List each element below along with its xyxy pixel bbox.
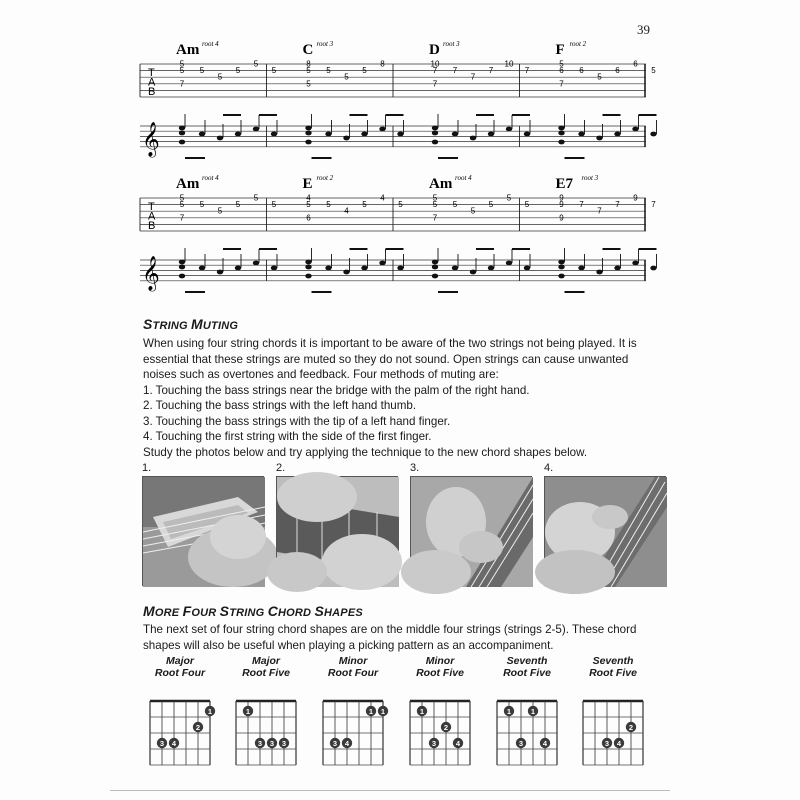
note-head	[361, 132, 367, 137]
note-head	[253, 127, 259, 132]
tab-number: 5	[326, 200, 331, 210]
note-head	[305, 265, 311, 270]
chord-root-label: root 2	[316, 174, 334, 182]
note-head	[397, 266, 403, 271]
tab-number: 7	[488, 66, 494, 76]
photo-bridge-palm	[142, 476, 264, 586]
note-head	[179, 265, 185, 270]
finger-number: 3	[269, 739, 275, 748]
tab-number: 7	[432, 213, 438, 223]
finger-number: 2	[195, 723, 201, 732]
note-head	[432, 126, 438, 131]
tab-number: 5	[217, 72, 223, 82]
finger-number: 3	[257, 739, 263, 748]
chord-shapes-text: The next set of four string chord shapes are on the middle four strings (strings 2-5). These chord shapes will also be useful when playing a picking pattern as an accompaniment.	[143, 623, 637, 652]
chord-name: E7	[555, 176, 574, 192]
tab-letter: T	[148, 201, 155, 213]
shape-title-line1: Minor	[425, 655, 455, 667]
note-head	[596, 270, 602, 275]
muting-item-1: 1. Touching the bass strings near the bridge with the palm of the right hand.	[143, 383, 530, 397]
tab-and-staff-1	[140, 38, 656, 166]
finger-number: 4	[344, 739, 350, 748]
note-head	[343, 270, 349, 275]
chord-root-label: root 3	[581, 174, 599, 182]
note-head	[271, 132, 277, 137]
treble-clef: 𝄞	[142, 256, 160, 291]
tab-number: 7	[452, 66, 458, 76]
shape-title-line2: Root Five	[503, 667, 551, 679]
note-head	[452, 266, 458, 271]
note-head	[558, 126, 564, 131]
tab-number: 5	[306, 79, 311, 89]
tab-number: 4	[380, 193, 385, 203]
chord-name: F	[555, 42, 565, 58]
note-head	[524, 266, 530, 271]
tab-number: 7	[579, 200, 584, 210]
shape-title-line2: Root Four	[327, 667, 379, 679]
note-head	[558, 274, 564, 279]
shape-title-line1: Seventh	[592, 655, 634, 667]
note-head	[199, 266, 205, 271]
shape-title-line1: Major	[251, 655, 280, 667]
tab-number: 10	[504, 59, 514, 69]
tab-number: 4	[344, 206, 349, 216]
chord-name: E	[302, 176, 313, 192]
photo-label: 2.	[276, 462, 286, 474]
tab-number: 5	[432, 200, 438, 210]
tab-number: 5	[306, 66, 311, 76]
photo-label: 4.	[544, 462, 554, 474]
muting-intro: When using four string chords it is important to be aware of the two strings not being played. It is essential that these strings are muted so they do not sound. Open strings can cause unwanted noises such as overtones and feedback. Four methods of muting are:	[143, 337, 637, 381]
note-head	[271, 266, 277, 271]
fretboard-diagram	[577, 687, 649, 767]
tab-number: 6	[615, 66, 620, 76]
chord-shape-major-root-four	[140, 655, 220, 767]
tab-number: 6	[559, 66, 564, 76]
note-head	[179, 140, 185, 145]
music-system-1	[140, 38, 656, 166]
note-head	[614, 266, 620, 271]
tab-number: 7	[179, 79, 185, 89]
note-head	[558, 260, 564, 265]
tab-number: 5	[344, 72, 349, 82]
finger-number: 1	[506, 707, 512, 716]
note-head	[558, 265, 564, 270]
finger-number: 3	[604, 739, 610, 748]
muting-text	[143, 336, 663, 460]
fretboard-diagram	[317, 687, 389, 767]
tab-number: 9	[633, 193, 638, 203]
finger-number: 4	[542, 739, 548, 748]
tab-number: 8	[306, 59, 311, 69]
note-head	[596, 136, 602, 141]
note-head	[432, 260, 438, 265]
note-head	[432, 131, 438, 136]
note-head	[325, 132, 331, 137]
tab-letter: A	[148, 76, 156, 89]
tab-number: 9	[559, 213, 564, 223]
muting-photos	[142, 462, 667, 590]
note-head	[305, 274, 311, 279]
tab-number: 5	[559, 59, 564, 69]
chord-shape-seventh-root-five-b	[573, 655, 653, 767]
note-head	[558, 131, 564, 136]
tab-number: 7	[470, 72, 476, 82]
tab-number: 5	[326, 66, 331, 76]
tab-number: 5	[398, 200, 403, 210]
music-system-2	[140, 172, 656, 300]
finger-number: 1	[368, 707, 374, 716]
shape-title-line2: Root Five	[589, 667, 637, 679]
note-head	[397, 132, 403, 137]
finger-number: 3	[518, 739, 524, 748]
note-head	[488, 266, 494, 271]
chord-root-label: root 3	[443, 40, 460, 48]
tab-number: 6	[579, 66, 584, 76]
chord-name: D	[429, 42, 440, 58]
note-head	[379, 127, 385, 132]
chord-shape-minor-root-four	[313, 655, 393, 767]
note-head	[470, 136, 476, 141]
tab-number: 5	[199, 200, 205, 210]
chord-name: C	[302, 42, 314, 58]
muting-item-4: 4. Touching the first string with the side of the first finger.	[143, 430, 432, 443]
tab-number: 7	[524, 66, 530, 76]
tab-number: 9	[559, 200, 564, 210]
shape-title-line2: Root Five	[242, 667, 290, 679]
finger-number: 1	[530, 707, 536, 716]
tab-number: 5	[524, 200, 530, 210]
photo-4	[544, 462, 666, 586]
tab-letter: T	[148, 67, 155, 79]
tab-number: 5	[306, 200, 311, 210]
photo-label: 3.	[410, 462, 420, 474]
note-head	[558, 140, 564, 145]
tab-number: 6	[306, 213, 311, 223]
tab-number: 7	[651, 200, 656, 210]
photo-2	[276, 462, 398, 586]
shape-title-line1: Minor	[338, 655, 368, 667]
chord-root-label: root 4	[455, 174, 472, 182]
tab-number: 5	[362, 200, 367, 210]
note-head	[488, 132, 494, 137]
tab-number: 7	[559, 79, 564, 89]
tab-number: 5	[597, 72, 602, 82]
tab-number: 6	[633, 59, 638, 69]
photo-finger-tip	[410, 476, 532, 586]
chord-shape-minor-root-five	[400, 655, 480, 767]
photo-left-thumb	[276, 476, 398, 586]
note-head	[217, 270, 223, 275]
chord-root-label: root 4	[202, 40, 219, 48]
tab-number: 5	[253, 59, 259, 69]
note-head	[179, 131, 185, 136]
note-head	[379, 261, 385, 266]
finger-number: 3	[159, 739, 165, 748]
note-head	[179, 126, 185, 131]
page-number: 39	[637, 22, 650, 37]
tab-number: 5	[432, 193, 438, 203]
note-head	[432, 140, 438, 145]
note-head	[524, 132, 530, 137]
note-head	[632, 261, 638, 266]
fretboard-diagram	[144, 687, 216, 767]
tab-number: 5	[452, 200, 458, 210]
tab-number: 5	[506, 193, 512, 203]
tab-number: 5	[199, 66, 205, 76]
tab-letter: B	[148, 86, 156, 98]
note-head	[343, 136, 349, 141]
tab-number: 7	[179, 213, 185, 223]
note-head	[305, 126, 311, 131]
fretboard-diagram	[491, 687, 563, 767]
tab-number: 5	[235, 200, 241, 210]
muting-outro: Study the photos below and try applying the technique to the new chord shapes below.	[143, 445, 588, 459]
finger-number: 2	[628, 723, 634, 732]
shape-title-line1: Seventh	[506, 655, 548, 667]
note-head	[235, 132, 241, 137]
note-head	[650, 266, 656, 271]
muting-item-3: 3. Touching the bass strings with the tip of a left hand finger.	[143, 414, 451, 428]
finger-number: 1	[419, 707, 425, 716]
note-head	[305, 131, 311, 136]
chord-shape-seventh-root-five-a	[487, 655, 567, 767]
tab-number: 5	[179, 66, 185, 76]
fretboard-diagram	[230, 687, 302, 767]
chord-shapes-title: MORE FOUR STRING CHORD SHAPES	[143, 603, 363, 619]
chord-name: Am	[176, 176, 200, 192]
note-head	[614, 132, 620, 137]
chord-shape-major-root-five	[226, 655, 306, 767]
note-head	[253, 261, 259, 266]
tab-number: 5	[235, 66, 241, 76]
finger-number: 3	[431, 739, 437, 748]
note-head	[470, 270, 476, 275]
photo-1	[142, 462, 264, 586]
photo-first-finger	[544, 476, 666, 586]
note-head	[452, 132, 458, 137]
tab-number: 8	[380, 59, 385, 69]
shape-title-line1: Major	[165, 655, 194, 667]
chord-root-label: root 3	[316, 40, 334, 48]
note-head	[199, 132, 205, 137]
note-head	[305, 260, 311, 265]
note-head	[432, 265, 438, 270]
note-head	[506, 261, 512, 266]
finger-number: 4	[455, 739, 461, 748]
finger-number: 1	[380, 707, 386, 716]
finger-number: 2	[443, 723, 449, 732]
finger-number: 1	[207, 707, 213, 716]
tab-number: 5	[179, 59, 185, 69]
tab-number: 5	[362, 66, 367, 76]
footer-rule	[110, 790, 670, 791]
tab-number: 7	[432, 66, 438, 76]
note-head	[578, 132, 584, 137]
tab-number: 5	[179, 200, 185, 210]
tab-number: 5	[488, 200, 494, 210]
finger-number: 4	[171, 739, 177, 748]
chord-shape-diagrams	[130, 655, 670, 775]
shape-title-line2: Root Five	[416, 667, 464, 679]
tab-number: 5	[470, 206, 476, 216]
tab-number: 5	[271, 200, 277, 210]
tab-number: 5	[179, 193, 185, 203]
note-head	[506, 127, 512, 132]
fretboard-diagram	[404, 687, 476, 767]
tab-number: 5	[253, 193, 259, 203]
tab-number: 9	[559, 193, 564, 203]
tab-letter: A	[148, 210, 156, 223]
chord-name: Am	[176, 42, 200, 58]
note-head	[179, 260, 185, 265]
note-head	[578, 266, 584, 271]
tab-number: 10	[430, 59, 440, 69]
finger-number: 3	[281, 739, 287, 748]
note-head	[432, 274, 438, 279]
tab-number: 5	[651, 66, 656, 76]
note-head	[325, 266, 331, 271]
finger-number: 4	[616, 739, 622, 748]
tab-and-staff-2	[140, 172, 656, 300]
note-head	[361, 266, 367, 271]
string-muting-title: STRING MUTING	[143, 316, 239, 332]
note-head	[632, 127, 638, 132]
chord-root-label: root 4	[202, 174, 219, 182]
note-head	[217, 136, 223, 141]
shape-title-line2: Root Four	[154, 667, 206, 679]
chord-name: Am	[429, 176, 453, 192]
note-head	[179, 274, 185, 279]
tab-letter: B	[148, 220, 156, 232]
chord-root-label: root 2	[569, 40, 587, 48]
tab-number: 5	[217, 206, 223, 216]
tab-number: 4	[306, 193, 311, 203]
photo-label: 1.	[142, 462, 152, 474]
note-head	[305, 140, 311, 145]
tab-number: 7	[597, 206, 602, 216]
tab-number: 7	[615, 200, 620, 210]
treble-clef: 𝄞	[142, 122, 160, 157]
tab-number: 5	[271, 66, 277, 76]
tab-number: 7	[432, 79, 438, 89]
finger-number: 1	[245, 707, 251, 716]
note-head	[235, 266, 241, 271]
finger-number: 3	[332, 739, 338, 748]
note-head	[650, 132, 656, 137]
muting-item-2: 2. Touching the bass strings with the left hand thumb.	[143, 399, 417, 412]
photo-3	[410, 462, 532, 586]
